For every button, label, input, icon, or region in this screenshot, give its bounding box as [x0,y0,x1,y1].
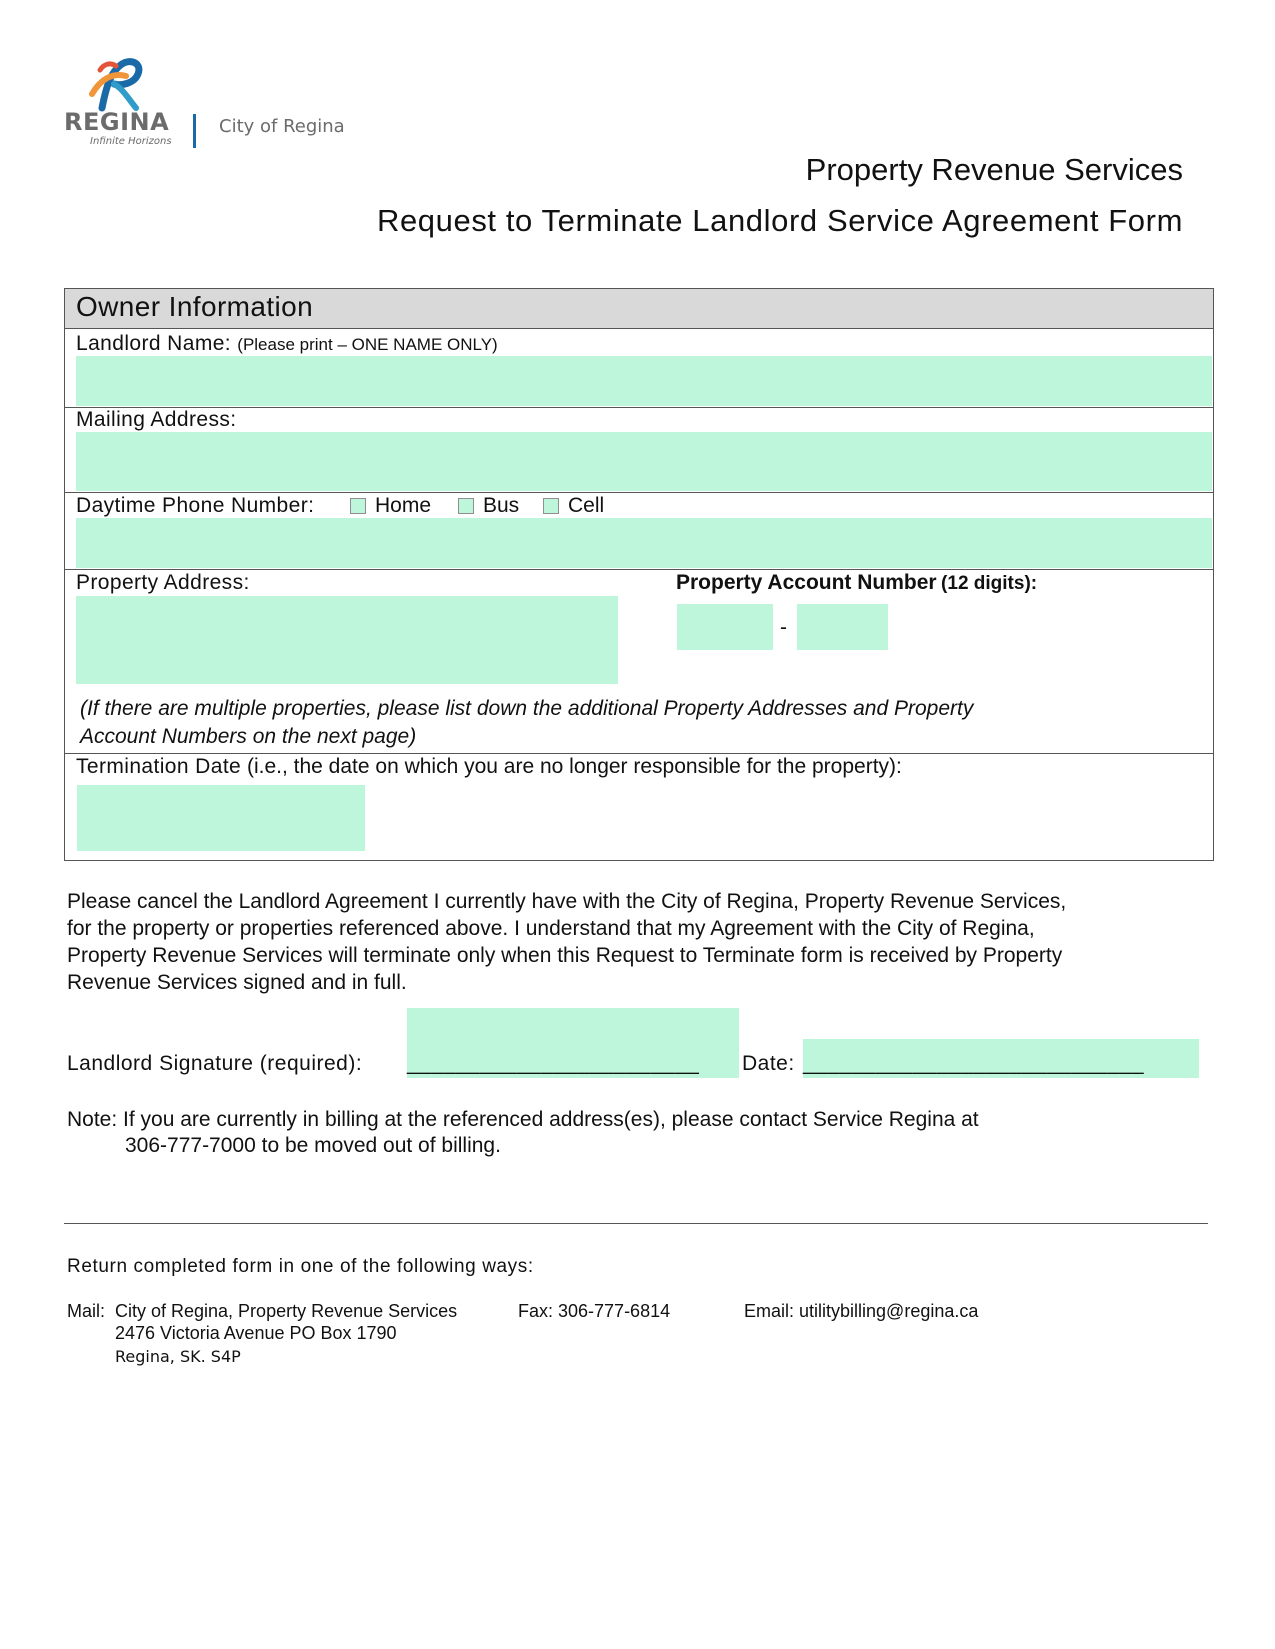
bus-option-label: Bus [483,494,520,517]
account-number-label-text: Property Account Number [676,571,937,594]
return-heading: Return completed form in one of the following ways: [67,1256,534,1277]
logo-tagline: Infinite Horizons [90,136,172,147]
phone-label: Daytime Phone Number: [76,494,315,517]
billing-note-line1: Note: If you are currently in billing at the referenced address(es), please contact Service Regina at [67,1108,979,1131]
landlord-name-label [76,332,498,356]
home-checkbox[interactable] [350,498,366,514]
agreement-line: for the property or properties referenced above. I understand that my Agreement with the City of Regina, [67,917,1035,940]
bus-checkbox[interactable] [458,498,474,514]
cell-option-label: Cell [568,494,605,517]
row-divider [65,753,1213,754]
account-number-hint: (12 digits): [941,573,1038,594]
account-number-label [676,571,1037,595]
row-divider [65,407,1213,408]
signature-date-underline: ____________________________ [803,1052,1145,1075]
termination-date-hint: (i.e., the date on which you are no longer responsible for the property): [241,755,902,778]
multi-property-note-line2: Account Numbers on the next page) [80,725,417,748]
agreement-line: Please cancel the Landlord Agreement I currently have with the City of Regina, Property Revenue Services, [67,890,1067,913]
form-title: Request to Terminate Landlord Service Agreement Form [376,203,1183,238]
signature-date-label: Date: [742,1052,795,1075]
signature-underline: ________________________ [407,1052,700,1075]
logo-city-name: City of Regina [219,116,345,137]
agreement-line: Revenue Services signed and in full. [67,971,407,994]
mail-address-line2: 2476 Victoria Avenue PO Box 1790 [115,1323,397,1343]
mail-address-line1: City of Regina, Property Revenue Services [115,1301,458,1321]
logo-divider [193,114,196,148]
property-address-field[interactable] [76,596,618,684]
logo-wordmark: REGINA [64,108,170,136]
row-divider [65,492,1213,493]
termination-date-field[interactable] [77,785,365,851]
mailing-address-field[interactable] [76,432,1212,491]
fax-number: Fax: 306-777-6814 [518,1301,671,1321]
termination-date-label-text: Termination Date [76,755,242,778]
landlord-name-field[interactable] [76,356,1212,406]
phone-number-field[interactable] [76,518,1212,568]
section-title: Owner Information [76,291,314,322]
mail-label: Mail: [67,1301,106,1321]
landlord-name-label-text: Landlord Name: [76,332,232,355]
mail-address-line3: Regina, SK. S4P [115,1347,241,1366]
account-number-part2-field[interactable] [797,604,888,650]
mailing-address-label: Mailing Address: [76,408,237,431]
account-number-separator: - [780,616,787,639]
account-number-part1-field[interactable] [677,604,773,650]
agreement-paragraph [67,888,1177,996]
agreement-line: Property Revenue Services will terminate only when this Request to Terminate form is received by Property [67,944,1063,967]
landlord-name-hint: (Please print – ONE NAME ONLY) [237,335,498,354]
property-address-label: Property Address: [76,571,250,594]
home-option-label: Home [375,494,432,517]
cell-checkbox[interactable] [543,498,559,514]
row-divider [65,569,1213,570]
signature-label: Landlord Signature (required): [67,1052,363,1075]
footer-divider [64,1223,1208,1224]
department-title: Property Revenue Services [805,152,1183,187]
email-address[interactable]: Email: utilitybilling@regina.ca [744,1301,979,1321]
regina-logo-mark-icon [88,58,146,112]
termination-date-label [76,755,902,779]
multi-property-note-line1: (If there are multiple properties, please list down the additional Property Addresses and Property [80,697,974,720]
billing-note-line2: 306-777-7000 to be moved out of billing. [125,1134,501,1157]
